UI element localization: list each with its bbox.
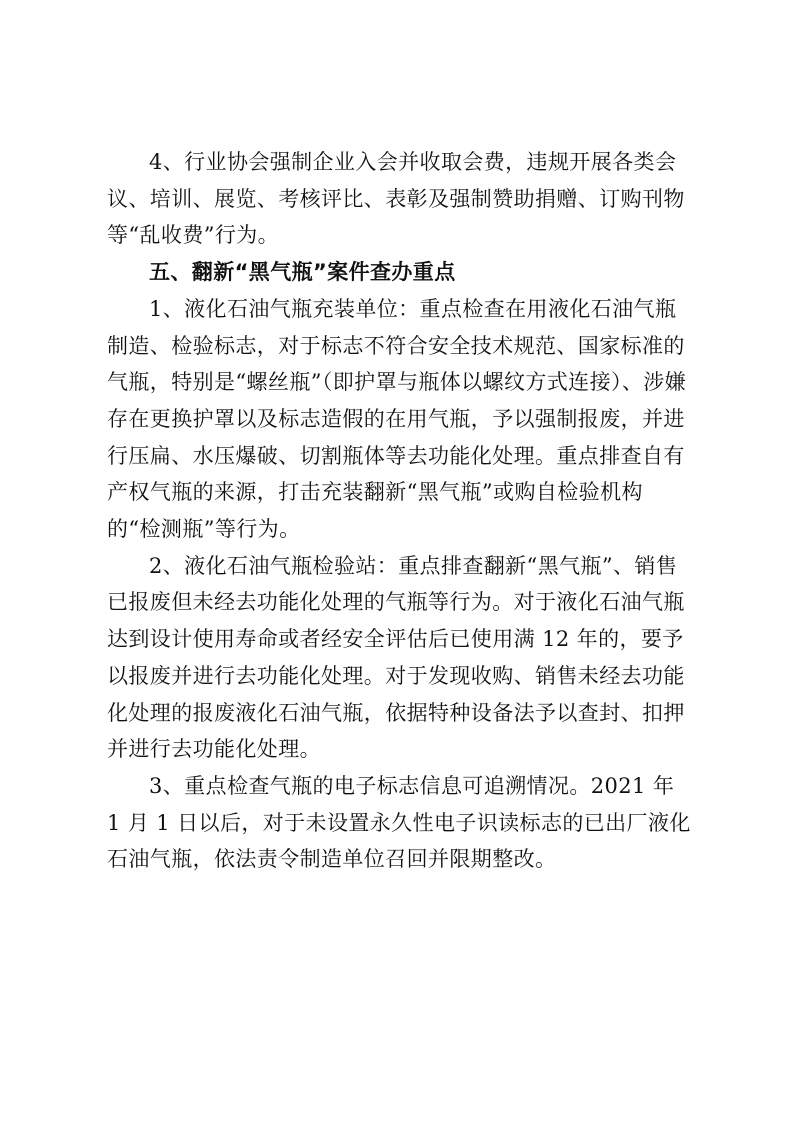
paragraph-electronic-marks: 3、重点检查气瓶的电子标志信息可追溯情况。2021 年 1 月 1 日以后，对于未设置永久性电子识读标志的已出厂液化石油气瓶，依法责令制造单位召回并限期整改。 (107, 773, 691, 872)
section-heading-black-cylinders: 五、翻新“黑气瓶”案件查办重点 (149, 260, 456, 285)
paragraph-industry-association-fees: 4、行业协会强制企业入会并收取会费，违规开展各类会议、培训、展览、考核评比、表彰及强制赞助捐赠、订购刊物等“乱收费”行为。 (107, 150, 685, 248)
paragraph-inspection-stations: 2、液化石油气瓶检验站：重点排查翻新“黑气瓶”、销售已报废但未经去功能化处理的气瓶等行为。对于液化石油气瓶达到设计使用寿命或者经安全评估后已使用满 12 年的，要予以报废并进行去功能化处理。对于发现收购、销售未经去功能化处理的报废液化石油气瓶，依据特种设备法予以查封、扣押并进行去功能化处理。 (107, 553, 685, 762)
document-body (107, 144, 695, 878)
paragraph-filling-units: 1、液化石油气瓶充装单位：重点检查在用液化石油气瓶制造、检验标志，对于标志不符合安全技术规范、国家标准的气瓶，特别是“螺丝瓶”（即护罩与瓶体以螺纹方式连接）、涉嫌存在更换护罩以及标志造假的在用气瓶，予以强制报废，并进行压扁、水压爆破、切割瓶体等去功能化处理。重点排查自有产权气瓶的来源，打击充装翻新“黑气瓶”或购自检验机构的“检测瓶”等行为。 (107, 296, 687, 542)
